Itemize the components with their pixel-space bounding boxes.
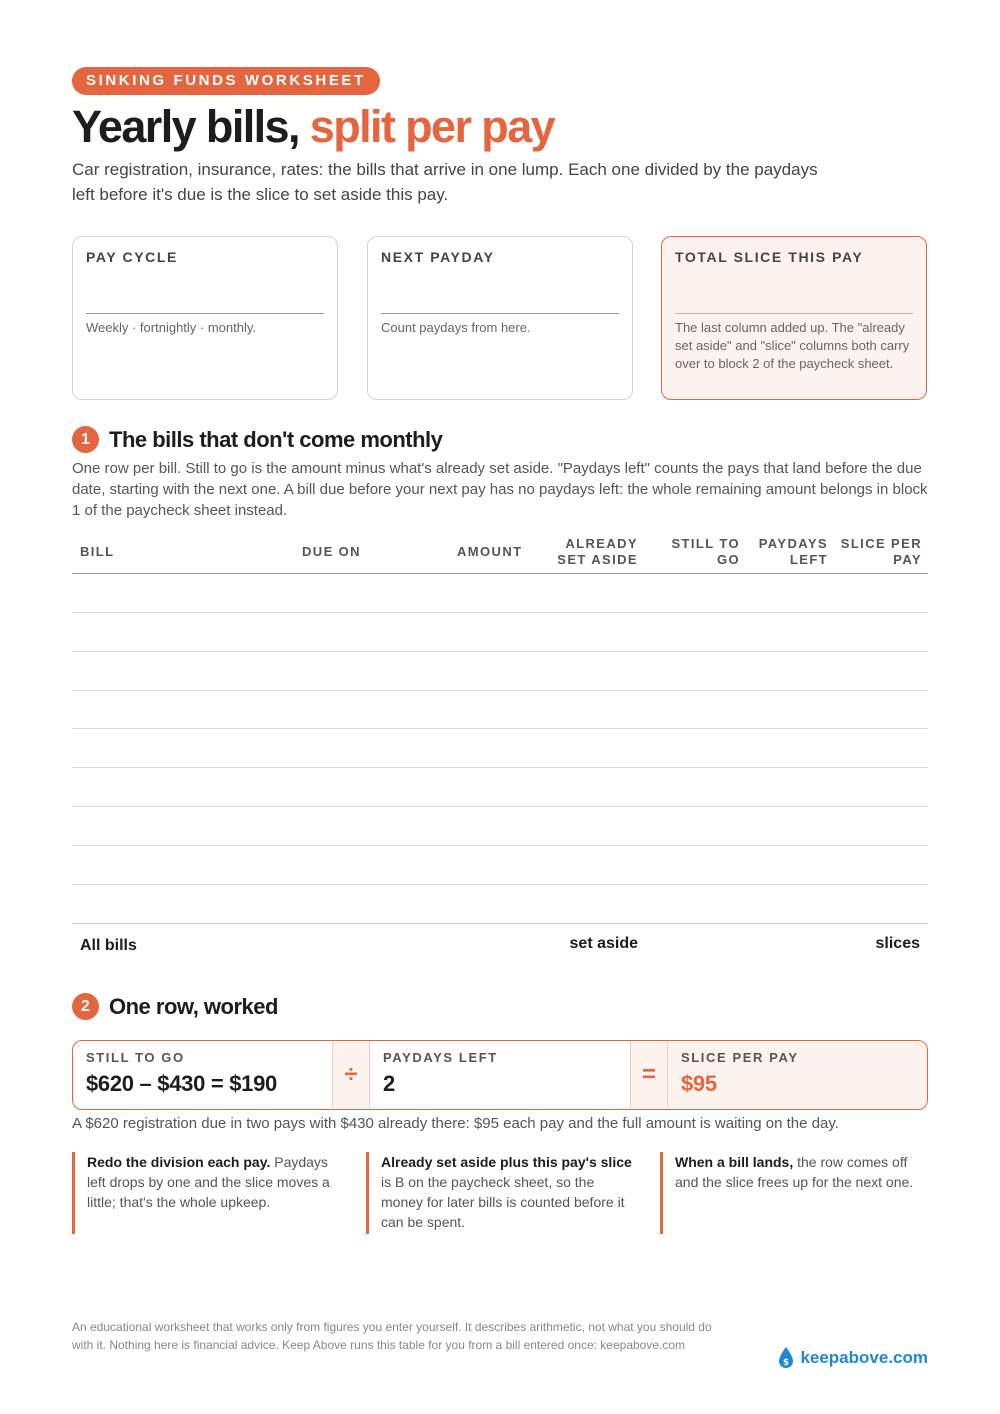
brand-name[interactable]: keepabove.com [800,1348,928,1367]
bills-table-header [72,534,928,574]
tip-item [660,1152,928,1234]
section-title: The bills that don't come monthly [109,426,443,452]
formula-label: STILL TO GO [86,1050,185,1065]
footer-disclaimer: An educational worksheet that works only from figures you enter yourself. It describes arithmetic, not what you should do with it. Nothing here is financial advice. Keep Above runs this table for you from a bill entered once: keepabove.com [72,1320,712,1352]
tips [72,1152,928,1234]
formula-label: PAYDAYS LEFT [383,1050,498,1065]
col-amount: AMOUNT [457,544,523,559]
section-2-heading [72,993,278,1020]
table-row[interactable] [72,651,928,652]
table-row[interactable] [72,690,928,691]
next-payday-card[interactable] [367,236,633,400]
tip-bold: Already set aside plus this pay's slice [381,1154,632,1170]
col-label-line: GO [716,552,740,567]
info-cards [72,236,928,400]
write-line [675,313,913,314]
col-label-line: SET ASIDE [557,552,638,567]
tip-bold: When a bill lands, [675,1154,794,1170]
table-row[interactable] [72,923,928,924]
card-note: The last column added up. The "already set aside" and "slice" columns both carry over to block 2 of the paycheck sheet. [675,320,910,371]
col-label-line: STILL TO [671,536,740,551]
card-label: TOTAL SLICE THIS PAY [675,249,864,265]
write-line [86,313,324,314]
col-label-line: ALREADY [565,536,638,551]
col-slice-per-pay [841,536,922,568]
water-drop-dollar-icon [779,1347,793,1369]
col-bill: BILL [80,544,115,559]
col-label-line: SLICE PER [840,536,922,551]
paydays-left-cell [370,1041,630,1108]
divide-operator: ÷ [332,1041,370,1108]
tip-item [72,1152,340,1234]
table-row[interactable] [72,767,928,768]
card-note: Weekly · fortnightly · monthly. [86,320,257,335]
worked-formula [72,1040,928,1110]
card-label: NEXT PAYDAY [381,249,495,265]
section-number: 2 [72,993,99,1020]
col-still-to-go [671,536,740,568]
write-line [381,313,619,314]
table-row[interactable] [72,728,928,729]
col-already-set-aside [557,536,638,568]
table-row[interactable] [72,845,928,846]
col-label-line: PAYDAYS [758,536,828,551]
formula-label: SLICE PER PAY [681,1050,799,1065]
equals-operator: = [630,1041,668,1108]
card-note: Count paydays from here. [381,320,531,335]
section-title: One row, worked [109,993,278,1019]
section-1-description: One row per bill. Still to go is the amount minus what's already set aside. "Paydays left" counts the pays that land before the due date, starting with the next one. A bill due before your next pay has no paydays left: the whole remaining amount belongs in block 1 of the paycheck sheet instead. [72,460,928,519]
formula-value: $95 [681,1071,717,1096]
worksheet-tag: SINKING FUNDS WORKSHEET [72,67,380,95]
totals-row [72,935,928,957]
tip-bold: Redo the division each pay. [87,1154,271,1170]
worked-example-text: A $620 registration due in two pays with $430 already there: $95 each pay and the full amount is waiting on the day. [72,1115,839,1132]
table-row[interactable] [72,612,928,613]
col-due-on: DUE ON [302,544,361,559]
still-to-go-cell [73,1041,333,1108]
section-number: 1 [72,426,99,453]
tip-text: the row comes off and the slice frees up for the next one. [675,1154,914,1190]
brand-link[interactable] [779,1347,928,1369]
title-accent: split per pay [309,101,555,152]
tip-text: Paydays left drops by one and the slice moves a little; that's the whole upkeep. [87,1154,330,1210]
formula-value: $620 – $430 = $190 [86,1071,277,1096]
tip-text: is B on the paycheck sheet, so the money for later bills is counted before it can be spent. [381,1174,625,1230]
page-title [72,100,554,154]
tip-item [366,1152,634,1234]
total-slice-card[interactable] [661,236,927,400]
section-1-heading [72,426,442,453]
totals-set-aside: set aside [569,935,638,952]
slice-per-pay-cell [668,1041,928,1108]
svg-text:$: $ [783,1358,790,1368]
col-label-line: PAY [893,552,922,567]
totals-label: All bills [80,937,137,954]
pay-cycle-card[interactable] [72,236,338,400]
title-main: Yearly bills, [72,101,299,152]
totals-slices: slices [875,935,920,952]
table-row[interactable] [72,806,928,807]
formula-value: 2 [383,1071,395,1096]
table-row[interactable] [72,884,928,885]
intro-text: Car registration, insurance, rates: the bills that arrive in one lump. Each one divided by the paydays left before it's due is the slice to set aside this pay. [72,160,818,204]
card-label: PAY CYCLE [86,249,178,265]
col-paydays-left [759,536,828,568]
col-label-line: LEFT [789,552,828,567]
